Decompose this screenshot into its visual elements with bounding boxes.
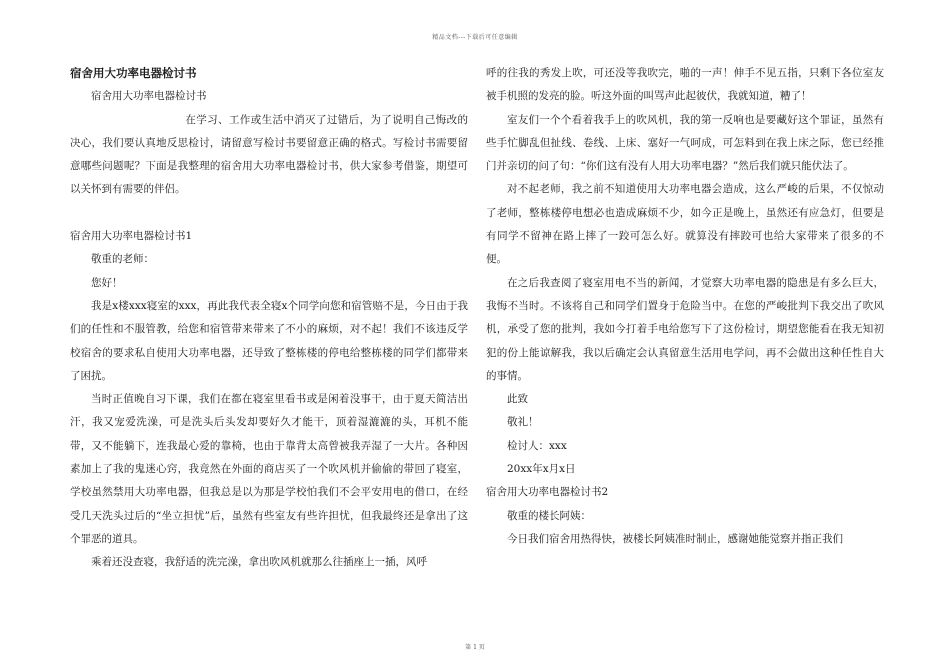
- body-paragraph: 当时正值晚自习下课，我们在都在寝室里看书或是闲着没事干，由于夏天简洁出汗，我又宠爱洗澡，可是洗头后头发却要好久才能干，顶着湿漉漉的头，耳机不能带，又不能躺下，连我最心爱的靠椅，也由于靠背太高曾被我弄湿了一大片。各种因素加上了我的鬼迷心窍，我竟然在外面的商店买了一个吹风机并偷偷的带回了寝室，学校虽然禁用大功率电器，但我总是以为那是学校怕我们不会平安用电的借口，在经受几天洗头过后的“坐立担忧”后，虽然有些室友有些许担忧，但我最终还是拿出了这个罪恶的道具。: [70, 393, 468, 545]
- page-footer: 第 1 页: [465, 644, 485, 651]
- greeting: 您好！: [91, 276, 123, 289]
- intro-text: 在学习、工作或生活中消灭了过错后，为了说明自己悔改的决心，我们要认真地反思检讨，请留意写检讨书要留意正确的格式。写检讨书需要留意哪些问题呢？下面是我整理的宿舍用大功率电器检讨书，供大家参考借鉴，期望可以关怀到有需要的伴侣。: [70, 113, 468, 196]
- body-paragraph: 室友们一个个看着我手上的吹风机，我的第一反响也是要藏好这个罪证，虽然有些手忙脚乱但扯线、卷线、上床、塞好一气呵成，可怎料到在我上床之际，您已经推门并亲切的问了句：“你们这有没有人用大功率电器？”然后我们就只能伏法了。: [486, 113, 884, 173]
- right-column: [486, 62, 884, 551]
- intro-paragraph: [70, 109, 468, 202]
- spacer: [70, 202, 468, 225]
- body-paragraph: 对不起老师，我之前不知道使用大功率电器会造成，这么严峻的后果，不仅惊动了老师，整栋楼停电想必也造成麻烦不少，如今正是晚上，虽然还有应急灯，但要是有同学不留神在路上摔了一跤可怎么好。就算没有摔跤可也给大家带来了很多的不便。: [486, 183, 884, 266]
- date: 20xx年x月x日: [507, 463, 576, 476]
- closing-line: 此致: [507, 393, 528, 406]
- salutation: 敬重的老师：: [91, 253, 154, 266]
- signature: 检讨人：xxx: [507, 439, 567, 452]
- section-title-1: 宿舍用大功率电器检讨书1: [70, 230, 193, 243]
- salutation: 敬重的楼长阿姨：: [507, 509, 591, 522]
- closing-line: 敬礼！: [507, 416, 539, 429]
- section-title-2: 宿舍用大功率电器检讨书2: [486, 486, 609, 499]
- page-header: 精品文档---下载后可任意编辑: [432, 34, 518, 41]
- body-paragraph: 今日我们宿舍用热得快，被楼长阿姨准时制止，感谢她能觉察并指正我们: [507, 532, 843, 545]
- body-paragraph: 我是x楼xxx寝室的xxx，再此我代表全寝x个同学向您和宿管赔不是，今日由于我们的任性和不服管教，给您和宿管带来带来了不小的麻烦，对不起！我们不该违反学校宿舍的要求私自使用大功率电器，还导致了整栋楼的停电给整栋楼的同学们都带来了困扰。: [70, 299, 468, 382]
- document-subtitle: 宿舍用大功率电器检讨书: [91, 90, 207, 103]
- body-paragraph: 乘着还没查寝，我舒适的洗完澡，拿出吹风机就那么往插座上一插，风呼: [91, 556, 427, 569]
- document-title: 宿舍用大功率电器检讨书: [70, 66, 197, 80]
- body-paragraph-continued: 呼的往我的秀发上吹，可还没等我吹完，啪的一声！伸手不见五指，只剩下各位室友被手机照的发亮的脸。听这外面的叫骂声此起彼伏，我就知道，糟了！: [486, 67, 884, 103]
- left-column: [70, 62, 468, 575]
- body-paragraph: 在之后我查阅了寝室用电不当的新闻，才觉察大功率电器的隐患是有多么巨大，我悔不当时。不该将自己和同学们置身于危险当中。在您的严峻批判下我交出了吹风机，承受了您的批判，我如今打着手电给您写下了这份检讨，期望您能看在我无知初犯的份上能谅解我，我以后确定会认真留意生活用电学问，再不会做出这种任性自大的事情。: [486, 276, 884, 382]
